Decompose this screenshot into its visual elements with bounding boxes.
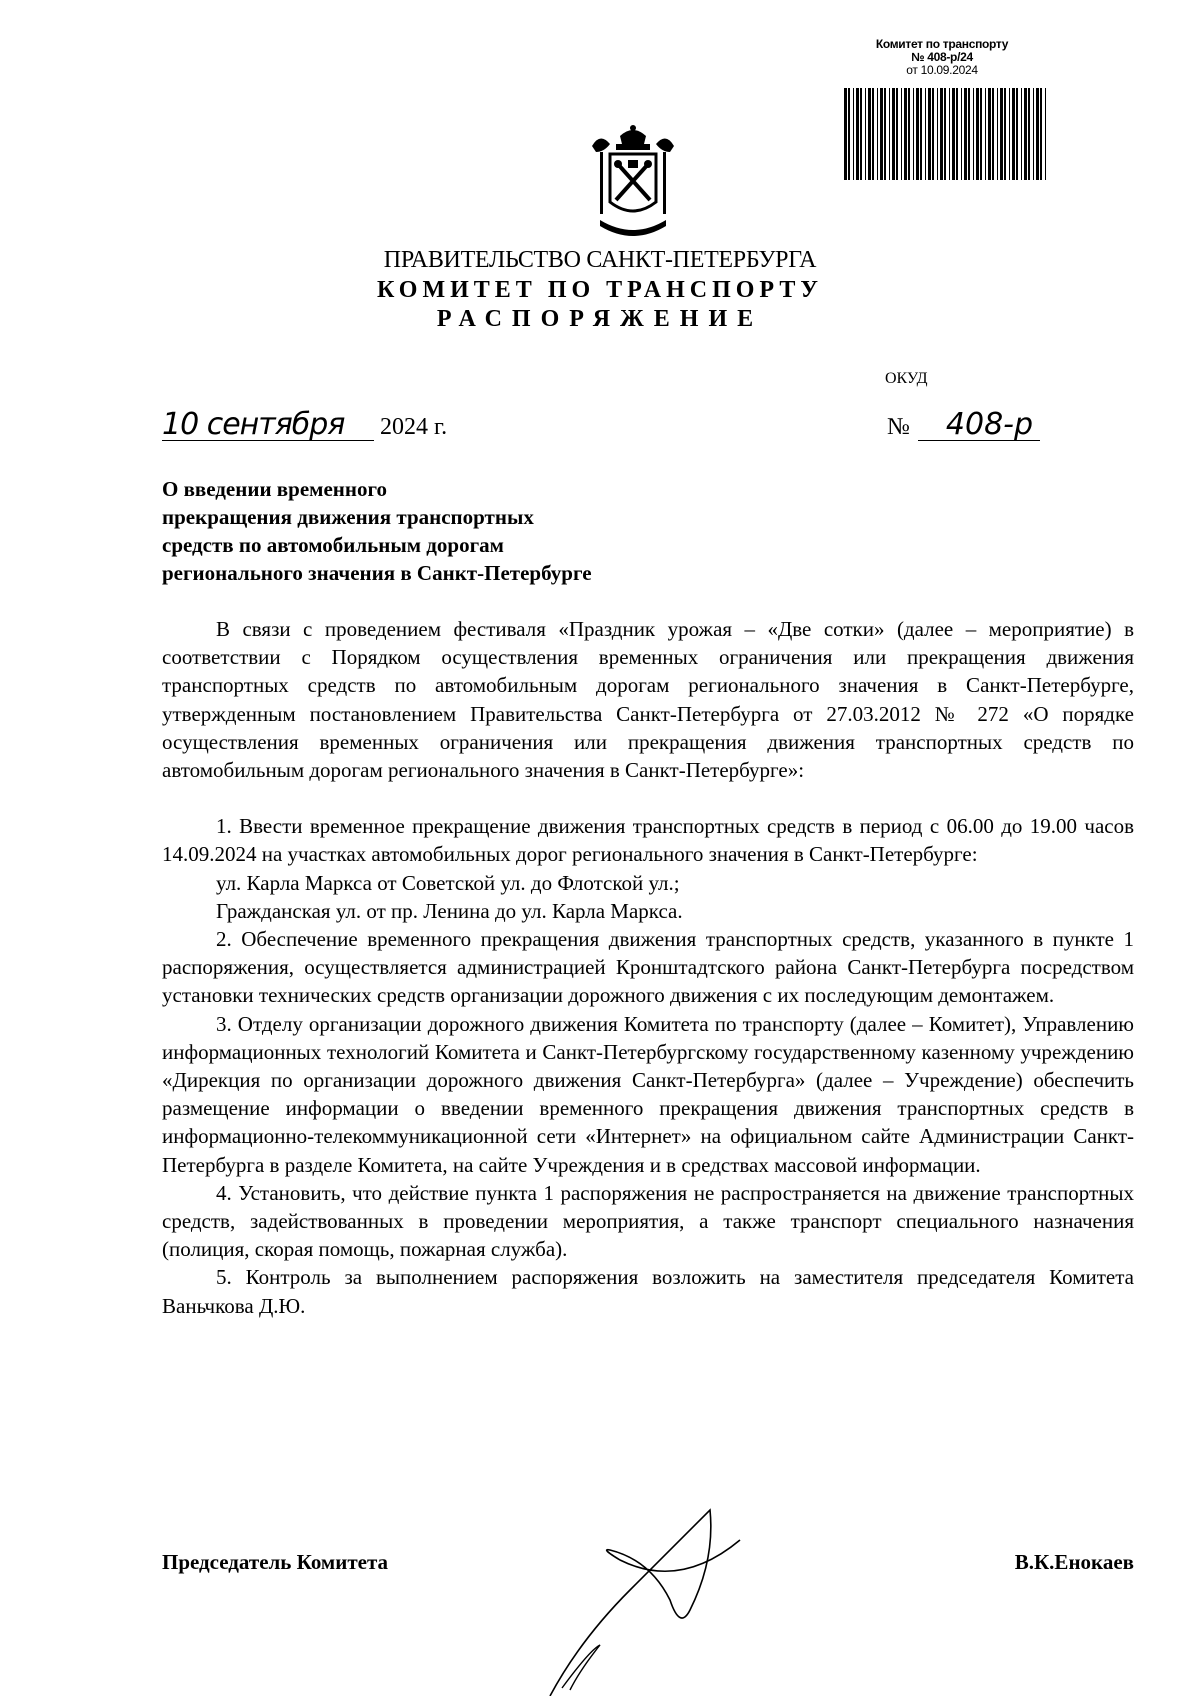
barcode-bar — [1009, 88, 1010, 180]
barcode-bar — [884, 88, 886, 180]
barcode-bar — [1033, 88, 1034, 180]
barcode-bar — [985, 88, 986, 180]
barcode-bar — [848, 88, 850, 180]
document-body — [162, 615, 1134, 1320]
barcode-bar — [1036, 88, 1039, 180]
subject-line: О введении временного — [162, 477, 387, 501]
street-line-1: ул. Карла Маркса от Советской ул. до Флотской ул.; — [216, 870, 680, 895]
barcode-bar — [1024, 88, 1027, 180]
barcode-bar — [896, 88, 898, 180]
item-3-paragraph: 3. Отделу организации дорожного движения Комитета по транспорту (далее – Комитет), Управлению информационных технологий Комитета и Санкт-Петербургскому государственному казенному учреждению «Дирекция по организации дорожного движения Санкт-Петербурга» (далее – Учреждение) обеспечить размещение информации о введении временного прекращения движения транспортных средств в информационно-телекоммуникационной сети «Интернет» на официальном сайте Администрации Санкт-Петербурга в разделе Комитета, на сайте Учреждения и в средствах массовой информации. — [162, 1011, 1134, 1177]
document-subject — [162, 475, 722, 587]
barcode-bar — [916, 88, 919, 180]
barcode-bar — [944, 88, 946, 180]
barcode-bar — [1045, 88, 1046, 180]
barcode-bar — [868, 88, 871, 180]
barcode-bar — [880, 88, 883, 180]
barcode-bar — [928, 88, 931, 180]
barcode-bar — [1021, 88, 1022, 180]
handwritten-date: 10 сентября — [162, 410, 374, 441]
barcode-bar — [913, 88, 914, 180]
okud-label: ОКУД — [885, 370, 928, 387]
barcode-bar — [925, 88, 926, 180]
coat-of-arms-icon — [586, 122, 680, 242]
barcode-bar — [1040, 88, 1042, 180]
barcode-bar — [1016, 88, 1018, 180]
item-4-paragraph: 4. Установить, что действие пункта 1 распоряжения не распространяется на движение транспортных средств, задействованных в проведении мероприятия, а также транспорт специального назначения (полиция, скорая помощь, пожарная служба). — [162, 1180, 1134, 1262]
barcode-bar — [920, 88, 922, 180]
handwritten-number: 408-р — [918, 410, 1040, 441]
barcode-bar — [997, 88, 998, 180]
committee-title: КОМИТЕТ ПО ТРАНСПОРТУ — [377, 277, 823, 303]
barcode-bar — [988, 88, 991, 180]
barcode-bar — [892, 88, 895, 180]
barcode-bar — [860, 88, 862, 180]
barcode-bar — [901, 88, 902, 180]
barcode-bar — [1012, 88, 1015, 180]
barcode-bar — [853, 88, 854, 180]
stamp-line-3: от 10.09.2024 — [906, 63, 978, 77]
document-date — [162, 407, 448, 442]
barcode-bar — [844, 88, 847, 180]
item-5-paragraph: 5. Контроль за выполнением распоряжения возложить на заместителя председателя Комитета Ваньчкова Д.Ю. — [162, 1265, 1134, 1318]
stamp-line-1: Комитет по транспорту — [875, 37, 1009, 51]
barcode-bar — [889, 88, 890, 180]
barcode-bar — [973, 88, 974, 180]
subject-line: прекращения движения транспортных — [162, 505, 534, 529]
barcode-bar — [956, 88, 958, 180]
item-1-paragraph: 1. Ввести временное прекращение движения транспортных средств в период с 06.00 до 19.00 часов 14.09.2024 на участках автомобильных дорог регионального значения в Санкт-Петербурге: — [162, 814, 1134, 867]
item-2-paragraph: 2. Обеспечение временного прекращения движения транспортных средств, указанного в пункте 1 распоряжения, осуществляется администрацией Кронштадтского района Санкт-Петербурга посредством установки технических средств организации дорожного движения с их последующим демонтажем. — [162, 927, 1134, 1008]
barcode-bar — [904, 88, 907, 180]
barcode-bar — [992, 88, 994, 180]
document-type: РАСПОРЯЖЕНИЕ — [436, 306, 764, 332]
barcode-bar — [976, 88, 979, 180]
barcode-bar — [949, 88, 950, 180]
barcode-bar — [961, 88, 962, 180]
barcode-bar — [1000, 88, 1003, 180]
government-title: ПРАВИТЕЛЬСТВО САНКТ-ПЕТЕРБУРГА — [383, 247, 817, 273]
street-line-2: Гражданская ул. от пр. Ленина до ул. Карла Маркса. — [216, 898, 683, 923]
number-prefix: № — [887, 414, 910, 440]
barcode-bar — [980, 88, 982, 180]
document-number — [887, 407, 1040, 442]
barcode-bar — [1028, 88, 1030, 180]
barcode-bar — [968, 88, 970, 180]
barcode-bar — [872, 88, 874, 180]
preamble-paragraph: В связи с проведением фестиваля «Праздник урожая – «Две сотки» (далее – мероприятие) в соответствии с Порядком осуществления временных ограничения или прекращения движения транспортных средств по автомобильным дорогам регионального значения в Санкт-Петербурге, утвержденным постановлением Правительства Санкт-Петербурга от 27.03.2012 № 272 «О порядке осуществления временных ограничения или прекращения движения транспортных средств по автомобильным дорогам регионального значения в Санкт-Петербурге»: — [162, 617, 1134, 783]
handwritten-signature — [540, 1500, 780, 1696]
barcode-bar — [932, 88, 934, 180]
barcode-bar — [865, 88, 866, 180]
barcode-bar — [1004, 88, 1006, 180]
barcode-bar — [964, 88, 967, 180]
signatory-title: Председатель Комитета — [162, 1550, 389, 1574]
barcode-bar — [877, 88, 878, 180]
registration-stamp — [842, 38, 1042, 77]
barcode-bar — [940, 88, 943, 180]
date-year: 2024 г. — [380, 414, 448, 440]
barcode-bar — [908, 88, 910, 180]
subject-line: регионального значения в Санкт-Петербурге — [162, 561, 592, 585]
barcode — [842, 88, 1048, 180]
subject-line: средств по автомобильным дорогам — [162, 533, 504, 557]
barcode-bar — [952, 88, 955, 180]
stamp-line-2: № 408-р/24 — [911, 50, 973, 64]
barcode-bar — [856, 88, 859, 180]
signatory-name: В.К.Енокаев — [1014, 1550, 1134, 1574]
barcode-bar — [937, 88, 938, 180]
